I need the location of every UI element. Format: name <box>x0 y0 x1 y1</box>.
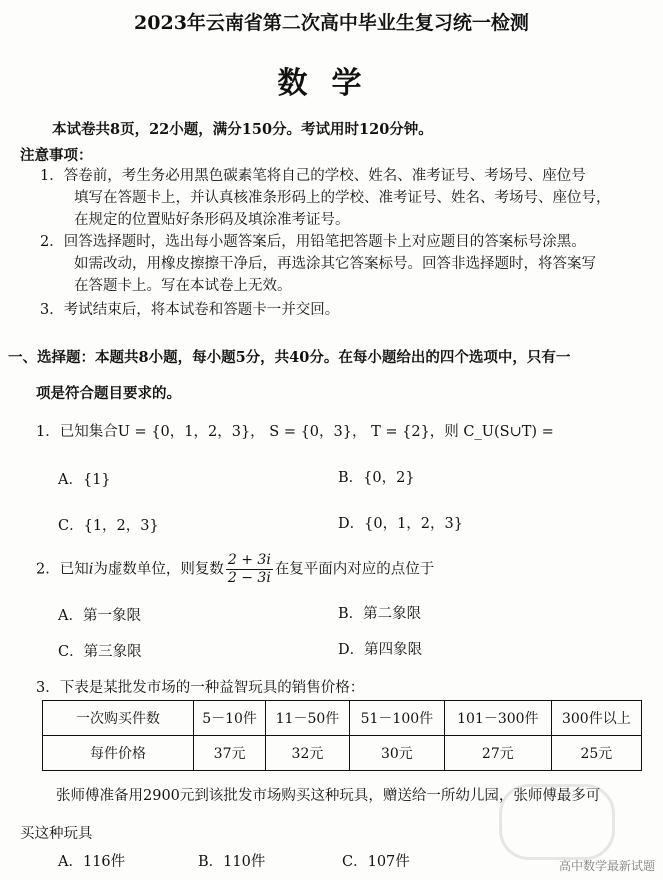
q3-stem: 3．下表是某批发市场的一种益智玩具的销售价格： <box>36 680 365 696</box>
table-cell-range: 5－10件 <box>194 701 266 736</box>
note-2-line-1: 2．回答选择题时，选出每小题答案后，用铅笔把答题卡上对应题目的答案标号涂黑。 <box>40 234 586 250</box>
q2-option-b: B．第二象限 <box>338 606 422 622</box>
note-2-line-2: 如需改动，用橡皮擦擦干净后，再选涂其它答案标号。回答非选择题时，将答案写 <box>74 256 596 272</box>
q1-option-c: C．{1，2，3} <box>58 518 159 534</box>
table-cell-price: 27元 <box>444 736 551 771</box>
q2-fraction-numerator: 2 + 3i <box>227 552 271 568</box>
q2-fraction <box>226 552 273 587</box>
table-row <box>43 701 642 736</box>
notes-heading: 注意事项： <box>20 147 93 164</box>
section-1-heading: 一、选择题：本题共8小题，每小题5分，共40分。在每小题给出的四个选项中，只有一 <box>8 349 571 366</box>
table-cell-price: 37元 <box>194 736 266 771</box>
table-cell-range: 101－300件 <box>444 701 551 736</box>
q2-stem-mid: 为虚数单位，则复数 <box>93 561 224 578</box>
table-cell-range: 300件以上 <box>551 701 641 736</box>
q3-body-line-1: 张师傅准备用2900元到该批发市场购买这种玩具，赠送给一所幼儿园，张师傅最多可 <box>56 788 601 804</box>
note-3-line-1: 3．考试结束后，将本试卷和答题卡一并交回。 <box>40 302 340 318</box>
q3-option-c: C．107件 <box>342 854 410 870</box>
table-cell-price: 32元 <box>266 736 350 771</box>
q1-option-b: B．{0，2} <box>338 470 415 486</box>
table-row <box>43 736 642 771</box>
note-1-line-3: 在规定的位置贴好条形码及填涂准考证号。 <box>74 212 350 228</box>
q3-option-b: B．110件 <box>198 854 266 870</box>
table-cell-range: 11－50件 <box>266 701 350 736</box>
section-1-heading-cont: 项是符合题目要求的。 <box>36 385 181 402</box>
price-table <box>42 700 642 771</box>
note-1-line-1: 1．答卷前，考生务必用黑色碳素笔将自己的学校、姓名、准考证号、考场号、座位号 <box>40 168 586 184</box>
table-cell-range: 51－100件 <box>349 701 444 736</box>
q2-stem <box>36 552 434 587</box>
q1-option-a: A．{1} <box>58 472 111 488</box>
q2-option-c: C．第三象限 <box>58 644 142 660</box>
q3-body-line-2: 买这种玩具 <box>20 826 93 842</box>
q3-option-a: A．116件 <box>58 854 126 870</box>
exam-intro: 本试卷共8页，22小题，满分150分。考试用时120分钟。 <box>52 121 433 138</box>
q1-stem: 1．已知集合U = {0，1，2，3}， S = {0，3}， T = {2}，则 C_U(S∪T) = <box>36 424 554 440</box>
q2-stem-before: 2．已知 <box>36 561 89 578</box>
q1-option-d: D．{0，1，2，3} <box>338 516 463 532</box>
exam-title: 2023年云南省第二次高中毕业生复习统一检测 <box>134 12 529 34</box>
table-row-header: 一次购买件数 <box>43 701 194 736</box>
q2-var-i: i <box>88 561 94 578</box>
q2-fraction-denominator: 2 − 3i <box>227 570 271 586</box>
table-cell-price: 25元 <box>551 736 641 771</box>
watermark-logo <box>499 784 615 860</box>
watermark-text: 高中数学最新试题 <box>558 859 655 873</box>
q2-option-d: D．第四象限 <box>338 642 423 658</box>
note-2-line-3: 在答题卡上。写在本试卷上无效。 <box>74 278 292 294</box>
note-1-line-2: 填写在答题卡上，并认真核准条形码上的学校、准考证号、姓名、考场号、座位号， <box>74 190 611 206</box>
q2-option-a: A．第一象限 <box>58 608 141 624</box>
q2-stem-after: 在复平面内对应的点位于 <box>274 561 435 578</box>
table-row-header: 每件价格 <box>43 736 194 771</box>
table-cell-price: 30元 <box>349 736 444 771</box>
exam-subject: 数学 <box>277 66 386 101</box>
